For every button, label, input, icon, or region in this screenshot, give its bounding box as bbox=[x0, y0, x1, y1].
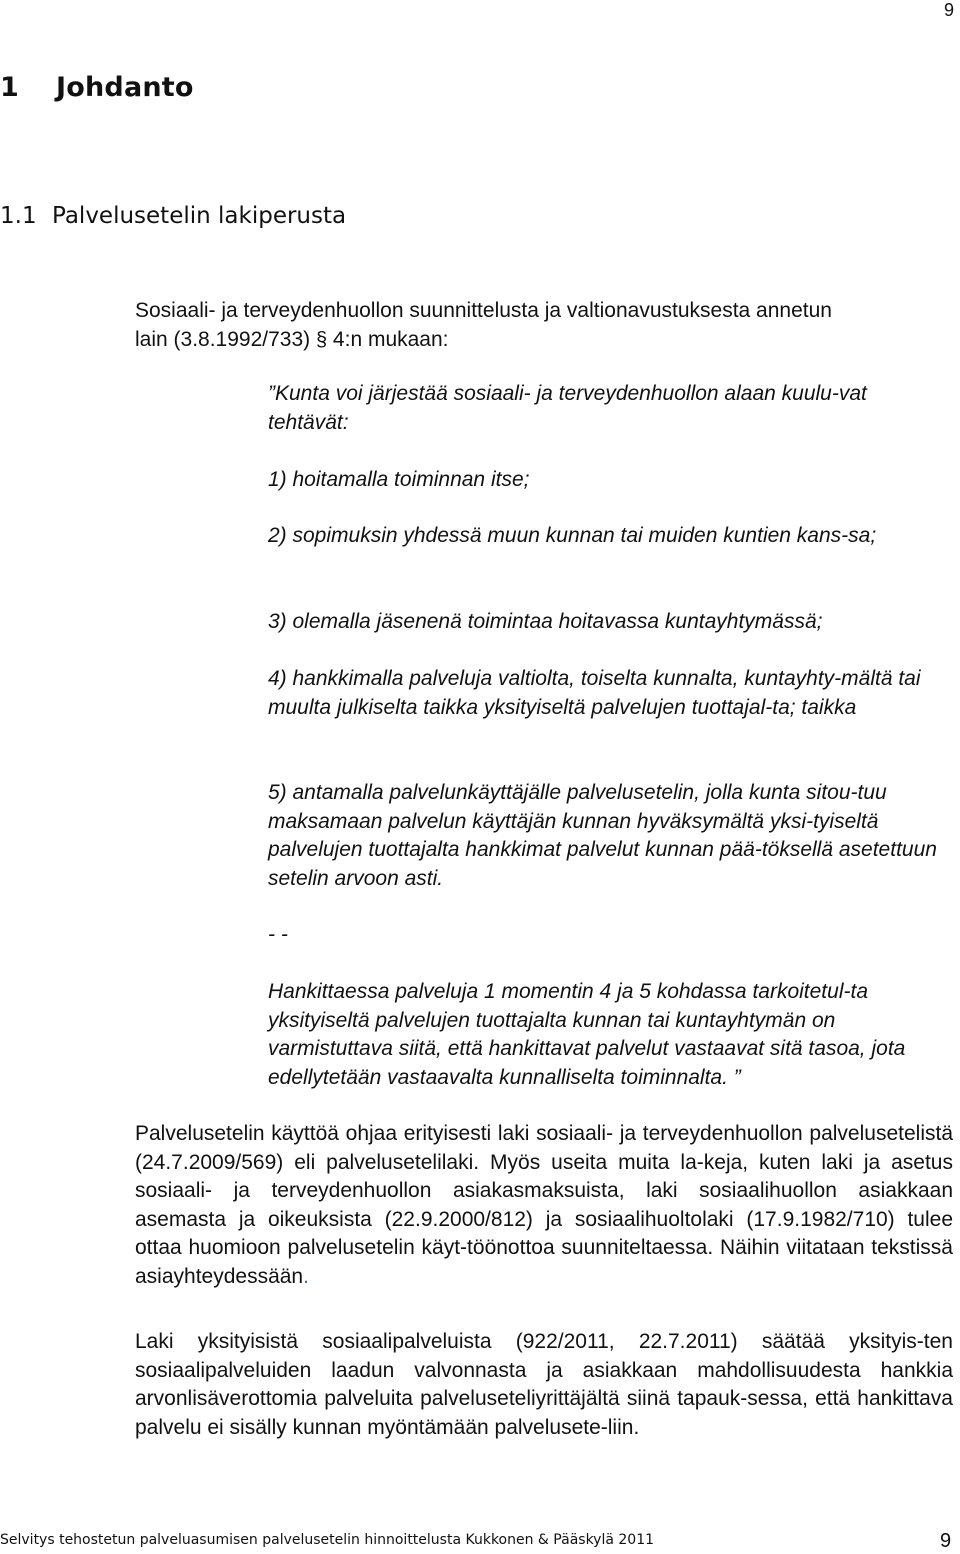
quote-item-4: 4) hankkimalla palveluja valtiolta, toiselta kunnalta, kuntayhty-mältä tai muulta julkiselta taikka yksityiseltä palvelujen tuottajal-ta; taikka bbox=[268, 667, 921, 719]
chapter-title: Johdanto bbox=[56, 72, 194, 103]
section-title: Palvelusetelin lakiperusta bbox=[52, 203, 347, 229]
paragraph-1 bbox=[135, 1120, 953, 1291]
intro-line-1: Sosiaali- ja terveydenhuollon suunnittelusta ja valtionavustuksesta annetun bbox=[135, 299, 832, 322]
intro-line-2-start: lain (3.8.1992/733) bbox=[135, 327, 316, 351]
paragraph-2: Laki yksityisistä sosiaalipalveluista (922/2011, 22.7.2011) säätää yksityis-ten sosiaalipalveluiden laadun valvonnasta ja asiakkaan mahdollisuudesta hankkia arvonlisäverottomia palveluita palveluseteliyrittäjältä siinä tapauk-sessa, että hankittava palvelu ei sisälly kunnan myöntämään palvelusete-liin. bbox=[135, 1330, 953, 1439]
page-footer: Selvitys tehostetun palveluasumisen palvelusetelin hinnoittelusta Kukkonen & Pääskylä 2011 bbox=[0, 1532, 655, 1548]
quote-item-5: 5) antamalla palvelunkäyttäjälle palvelusetelin, jolla kunta sitou-tuu maksamaan palvelun käyttäjän kunnan hyväksymältä yksi-tyiseltä palvelujen tuottajalta hankkimat palvelut kunnan pää-töksellä asetettuun setelin arvoon asti. bbox=[268, 781, 937, 890]
quote-separator: - - bbox=[268, 923, 288, 946]
quote-item-1: 1) hoitamalla toiminnan itse; bbox=[268, 468, 530, 491]
chapter-heading bbox=[0, 70, 194, 106]
quote-item-2: 2) sopimuksin yhdessä muun kunnan tai muiden kuntien kans-sa; bbox=[268, 524, 877, 547]
paragraph-1-text: Palvelusetelin käyttöä ohjaa erityisesti laki sosiaali- ja terveydenhuollon palvelusetelistä (24.7.2009/569) eli palvelusetelilaki. Myös useita muita la-keja, kuten laki ja asetus sosiaali- ja terveydenhuollon asiakasmaksuista, laki sosiaalihuollon asiakkaan asemasta ja oikeuksista (22.9.2000/812) ja sosiaalihuoltolaki (17.9.1982/710) tulee ottaa huomioon palvelusetelin käyt-töönottoa suunniteltaessa. Näihin viitataan tekstissä asiayhteydessään bbox=[135, 1122, 953, 1288]
intro-line-2-end: 4:n mukaan: bbox=[327, 327, 449, 351]
page-number-top: 9 bbox=[944, 0, 955, 20]
section-heading bbox=[0, 200, 346, 232]
chapter-number: 1 bbox=[0, 72, 19, 103]
section-number: 1.1 bbox=[0, 203, 37, 229]
quote-opening: ”Kunta voi järjestää sosiaali- ja terveydenhuollon alaan kuulu-vat tehtävät: bbox=[268, 382, 867, 434]
paragraph-1-end-mark: . bbox=[303, 1264, 309, 1288]
quote-item-3: 3) olemalla jäsenenä toimintaa hoitavassa kuntayhtymässä; bbox=[268, 610, 823, 633]
section-sign-icon: § bbox=[315, 328, 328, 351]
quote-closing: Hankittaessa palveluja 1 momentin 4 ja 5 kohdassa tarkoitetul-ta yksityiseltä palvelujen tuottajalta kunnan tai kuntayhtymän on varmistuttava siitä, että hankittavat palvelut vastaavat sitä tasoa, jota edellytetään vastaavalta kunnalliselta toiminnalta. ” bbox=[268, 980, 906, 1089]
page-number-bottom: 9 bbox=[940, 1530, 952, 1552]
intro-paragraph bbox=[135, 297, 953, 354]
